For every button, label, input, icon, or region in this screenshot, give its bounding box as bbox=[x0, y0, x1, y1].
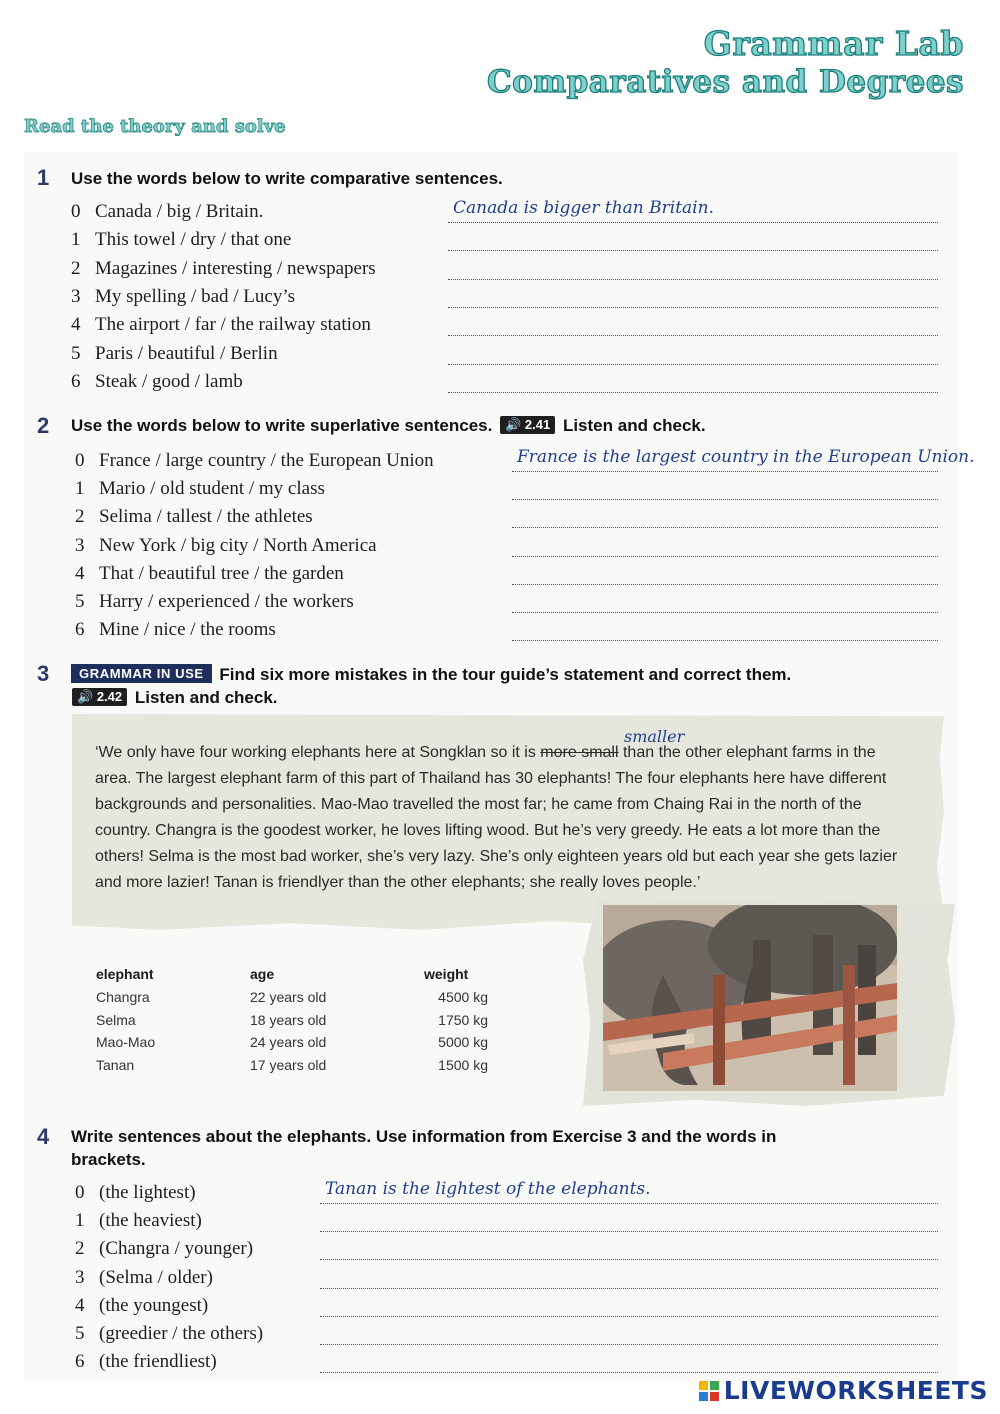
page-subtitle: Comparatives and Degrees bbox=[486, 64, 964, 100]
ex1-answer-line-6[interactable] bbox=[448, 373, 938, 393]
ex1-answer-line-2[interactable] bbox=[448, 260, 938, 280]
item-prompt: (Changra / younger) bbox=[99, 1238, 254, 1260]
audio-track-2-42[interactable] bbox=[72, 688, 127, 706]
item-prompt: Canada / big / Britain. bbox=[95, 201, 264, 222]
item-prompt: (the lightest) bbox=[99, 1182, 196, 1203]
item-number: 1 bbox=[75, 478, 85, 500]
ex4-item-2 bbox=[75, 1238, 253, 1260]
statement-text-rest: than the other elephant farms in the area. The largest elephant farm of this part of Thailand has 30 elephants! The four elephants here have different backgrounds and personalities. Mao-Mao travelled the most far; he came from Chaing Rai in the north of the country. Changra is the goodest worker, he loves lifting wood. But he’s very greedy. He eats a lot more than the others! Selma is the most bad worker, she’s very lazy. She’s only eighteen years old but each year she gets lazier and more lazier! Tanan is friendlyer than the other elephants; she really loves people.’ bbox=[95, 744, 898, 891]
item-prompt: (Selma / older) bbox=[99, 1266, 213, 1288]
item-prompt: Steak / good / lamb bbox=[95, 370, 243, 392]
ex4-item-0 bbox=[75, 1182, 196, 1204]
table-cell: Changra bbox=[96, 989, 150, 1005]
struck-phrase: more small bbox=[540, 744, 619, 761]
ex4-item-5 bbox=[75, 1323, 263, 1345]
item-number: 3 bbox=[75, 1266, 85, 1288]
exercise-3-title-suffix: Listen and check. bbox=[134, 688, 278, 707]
item-number: 3 bbox=[71, 285, 81, 307]
item-prompt: (the friendliest) bbox=[99, 1351, 217, 1373]
exercise-1-title: Use the words below to write comparative sentences. bbox=[71, 169, 503, 188]
table-cell: 1500 kg bbox=[438, 1056, 488, 1073]
item-prompt: The airport / far / the railway station bbox=[95, 314, 371, 336]
ex4-answer-line-3[interactable] bbox=[320, 1269, 938, 1289]
item-prompt: (the youngest) bbox=[99, 1294, 209, 1316]
item-prompt: Mario / old student / my class bbox=[99, 478, 325, 500]
ex2-answer-line-4[interactable] bbox=[512, 565, 938, 585]
liveworksheets-logo-text: LIVEWORKSHEETS bbox=[723, 1376, 988, 1405]
exercise-3-title bbox=[71, 664, 791, 685]
tour-guide-statement bbox=[95, 740, 915, 896]
item-prompt: (greedier / the others) bbox=[99, 1323, 264, 1344]
item-number: 6 bbox=[71, 370, 81, 392]
ex1-answer-line-5[interactable] bbox=[448, 345, 938, 365]
ex2-item-4 bbox=[75, 563, 344, 585]
item-number: 4 bbox=[75, 562, 85, 584]
item-number: 0 bbox=[75, 450, 85, 471]
ex4-example-answer: Tanan is the lightest of the elephants. bbox=[325, 1179, 651, 1199]
page-title: Grammar Lab bbox=[703, 24, 964, 63]
ex4-item-4 bbox=[75, 1295, 208, 1317]
ex2-answer-line-3[interactable] bbox=[512, 537, 938, 557]
liveworksheets-logo-icon bbox=[698, 1380, 720, 1402]
item-prompt: Harry / experienced / the workers bbox=[99, 591, 354, 612]
exercise-3-number: 3 bbox=[37, 661, 50, 686]
table-cell: 5000 kg bbox=[438, 1034, 488, 1050]
ex1-answer-line-4[interactable] bbox=[448, 316, 938, 336]
exercise-4-number: 4 bbox=[37, 1124, 50, 1149]
ex1-answer-line-3[interactable] bbox=[448, 288, 938, 308]
handwritten-correction: smaller bbox=[624, 727, 685, 746]
ex1-answer-line-1[interactable] bbox=[448, 231, 938, 251]
audio-track-label: 2.42 bbox=[96, 689, 123, 704]
ex4-item-1 bbox=[75, 1210, 202, 1232]
liveworksheets-logo[interactable] bbox=[698, 1376, 988, 1405]
ex2-item-2 bbox=[75, 506, 313, 528]
item-prompt: Magazines / interesting / newspapers bbox=[95, 257, 376, 279]
ex1-item-2 bbox=[71, 258, 376, 280]
item-number: 5 bbox=[71, 342, 81, 364]
item-number: 5 bbox=[75, 1323, 85, 1344]
item-prompt: Selima / tallest / the athletes bbox=[99, 506, 313, 528]
item-number: 1 bbox=[75, 1210, 85, 1232]
ex2-item-3 bbox=[75, 535, 377, 557]
item-prompt: Mine / nice / the rooms bbox=[99, 619, 276, 641]
grammar-in-use-badge: GRAMMAR IN USE bbox=[71, 664, 212, 683]
ex2-item-1 bbox=[75, 478, 325, 500]
exercise-4-title-line2: brackets. bbox=[71, 1150, 146, 1169]
item-number: 0 bbox=[71, 201, 81, 222]
ex1-item-6 bbox=[71, 371, 243, 393]
ex2-answer-line-1[interactable] bbox=[512, 480, 938, 500]
speaker-icon: 🔊 bbox=[505, 417, 522, 432]
ex2-answer-line-5[interactable] bbox=[512, 593, 938, 613]
exercise-3-title-text: Find six more mistakes in the tour guide’s statement and correct them. bbox=[219, 665, 792, 684]
ex2-item-0 bbox=[75, 450, 434, 472]
ex1-item-1 bbox=[71, 229, 291, 251]
item-number: 1 bbox=[71, 229, 81, 251]
ex2-item-5 bbox=[75, 591, 354, 613]
ex1-item-3 bbox=[71, 286, 295, 308]
exercise-3-title-line2 bbox=[72, 688, 278, 708]
item-number: 0 bbox=[75, 1182, 85, 1203]
table-cell: Mao-Mao bbox=[96, 1034, 156, 1050]
exercise-2-number: 2 bbox=[37, 413, 50, 438]
audio-track-2-41[interactable] bbox=[500, 416, 555, 434]
ex1-item-4 bbox=[71, 314, 371, 336]
item-number: 2 bbox=[75, 506, 85, 528]
table-cell: 18 years old bbox=[250, 1011, 327, 1028]
exercise-2-title bbox=[71, 416, 706, 436]
statement-text-start: ‘We only have four working elephants here at Songklan so it is bbox=[95, 744, 541, 761]
ex4-answer-line-2[interactable] bbox=[320, 1240, 938, 1260]
table-header-age: age bbox=[250, 966, 275, 982]
table-cell: 1750 kg bbox=[438, 1011, 488, 1028]
table-header-weight: weight bbox=[424, 966, 469, 982]
exercise-1-number: 1 bbox=[37, 165, 50, 190]
instruction-text: Read the theory and solve bbox=[24, 116, 286, 137]
item-number: 3 bbox=[75, 534, 85, 556]
item-prompt: Paris / beautiful / Berlin bbox=[95, 342, 278, 364]
table-cell: 24 years old bbox=[250, 1034, 327, 1050]
item-prompt: My spelling / bad / Lucy’s bbox=[95, 285, 296, 307]
audio-track-label: 2.41 bbox=[524, 417, 551, 432]
ex4-answer-line-6[interactable] bbox=[320, 1353, 938, 1373]
table-cell: 4500 kg bbox=[438, 989, 488, 1005]
ex2-answer-line-6[interactable] bbox=[512, 621, 938, 641]
item-prompt: That / beautiful tree / the garden bbox=[99, 562, 344, 584]
table-header-elephant: elephant bbox=[96, 966, 154, 982]
ex4-item-6 bbox=[75, 1351, 217, 1373]
ex1-item-0 bbox=[71, 201, 263, 223]
table-cell: Selma bbox=[96, 1011, 136, 1028]
ex2-example-answer: France is the largest country in the European Union. bbox=[517, 447, 975, 467]
ex4-answer-line-1[interactable] bbox=[320, 1212, 938, 1232]
speaker-icon: 🔊 bbox=[77, 689, 94, 704]
exercise-2-title-suffix: Listen and check. bbox=[562, 416, 706, 435]
elephant-photo bbox=[603, 905, 897, 1091]
ex4-item-3 bbox=[75, 1267, 213, 1289]
exercise-2-title-text: Use the words below to write superlative sentences. bbox=[71, 416, 493, 435]
item-number: 6 bbox=[75, 619, 85, 641]
item-prompt: France / large country / the European Union bbox=[99, 450, 434, 471]
item-number: 5 bbox=[75, 591, 85, 612]
elephant-illustration bbox=[603, 905, 897, 1091]
exercise-4-title-line1: Write sentences about the elephants. Use information from Exercise 3 and the words in bbox=[71, 1127, 777, 1146]
item-number: 6 bbox=[75, 1351, 85, 1373]
table-cell: 22 years old bbox=[250, 989, 327, 1005]
ex4-answer-line-5[interactable] bbox=[320, 1325, 938, 1345]
item-number: 2 bbox=[71, 257, 81, 279]
ex1-item-5 bbox=[71, 343, 278, 365]
item-number: 4 bbox=[71, 314, 81, 336]
item-number: 4 bbox=[75, 1294, 85, 1316]
table-cell: Tanan bbox=[96, 1056, 135, 1073]
ex1-example-answer: Canada is bigger than Britain. bbox=[453, 198, 714, 218]
table-cell: 17 years old bbox=[250, 1056, 327, 1073]
ex4-answer-line-4[interactable] bbox=[320, 1297, 938, 1317]
item-number: 2 bbox=[75, 1238, 85, 1260]
item-prompt: New York / big city / North America bbox=[99, 534, 377, 556]
item-prompt: This towel / dry / that one bbox=[95, 229, 292, 251]
ex2-answer-line-2[interactable] bbox=[512, 508, 938, 528]
ex2-item-6 bbox=[75, 619, 276, 641]
item-prompt: (the heaviest) bbox=[99, 1210, 202, 1232]
